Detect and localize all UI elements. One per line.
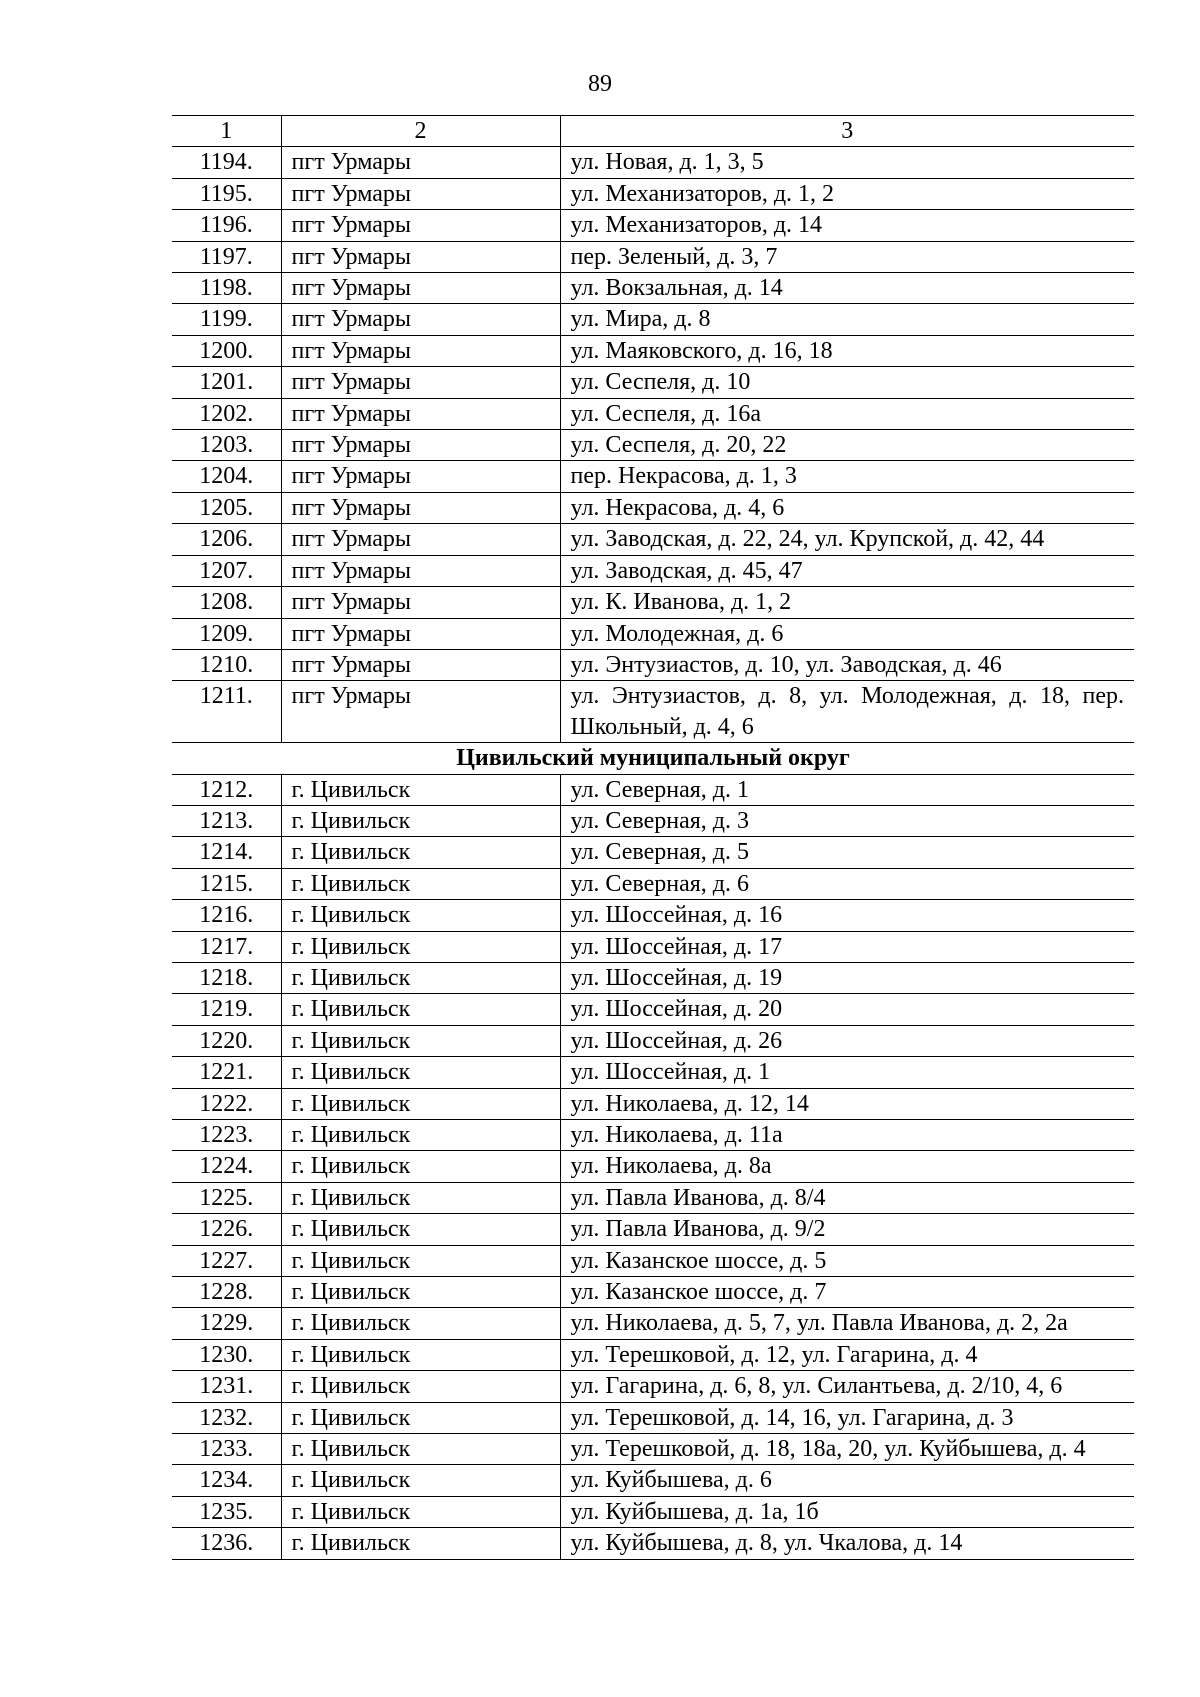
locality-cell: г. Цивильск <box>281 1496 560 1527</box>
table-row <box>172 1339 1134 1370</box>
locality-cell: пгт Урмары <box>281 304 560 335</box>
header-col-3: 3 <box>560 116 1134 147</box>
row-number-cell: 1200. <box>172 335 281 366</box>
address-cell: ул. Мира, д. 8 <box>560 304 1134 335</box>
address-cell: ул. Шоссейная, д. 26 <box>560 1025 1134 1056</box>
table-row <box>172 555 1134 586</box>
row-number-cell: 1224. <box>172 1151 281 1182</box>
address-cell: ул. Терешковой, д. 14, 16, ул. Гагарина, д. 3 <box>560 1402 1134 1433</box>
locality-cell: г. Цивильск <box>281 900 560 931</box>
row-number-cell: 1234. <box>172 1465 281 1496</box>
row-number-cell: 1227. <box>172 1245 281 1276</box>
header-col-1: 1 <box>172 116 281 147</box>
locality-cell: г. Цивильск <box>281 868 560 899</box>
locality-cell: г. Цивильск <box>281 1151 560 1182</box>
table-row <box>172 1434 1134 1465</box>
row-number-cell: 1220. <box>172 1025 281 1056</box>
locality-cell: г. Цивильск <box>281 837 560 868</box>
address-cell: ул. Гагарина, д. 6, 8, ул. Силантьева, д. 2/10, 4, 6 <box>560 1371 1134 1402</box>
table-row <box>172 273 1134 304</box>
row-number-cell: 1235. <box>172 1496 281 1527</box>
row-number-cell: 1211. <box>172 681 281 743</box>
address-cell: ул. Николаева, д. 5, 7, ул. Павла Иванова, д. 2, 2а <box>560 1308 1134 1339</box>
row-number-cell: 1236. <box>172 1528 281 1559</box>
table-row <box>172 868 1134 899</box>
locality-cell: пгт Урмары <box>281 430 560 461</box>
locality-cell: пгт Урмары <box>281 367 560 398</box>
section-title: Цивильский муниципальный округ <box>172 743 1134 774</box>
table-row <box>172 1088 1134 1119</box>
address-cell: ул. Терешковой, д. 18, 18а, 20, ул. Куйбышева, д. 4 <box>560 1434 1134 1465</box>
address-cell: ул. Павла Иванова, д. 9/2 <box>560 1214 1134 1245</box>
table-header <box>172 116 1134 147</box>
page-number: 89 <box>588 71 612 97</box>
locality-cell: г. Цивильск <box>281 1057 560 1088</box>
table-row <box>172 1214 1134 1245</box>
locality-cell: г. Цивильск <box>281 1434 560 1465</box>
row-number-cell: 1221. <box>172 1057 281 1088</box>
locality-cell: пгт Урмары <box>281 210 560 241</box>
locality-cell: пгт Урмары <box>281 461 560 492</box>
header-row <box>172 116 1134 147</box>
table-row <box>172 147 1134 178</box>
row-number-cell: 1214. <box>172 837 281 868</box>
table-row <box>172 178 1134 209</box>
row-number-cell: 1201. <box>172 367 281 398</box>
address-cell: ул. Николаева, д. 8а <box>560 1151 1134 1182</box>
locality-cell: г. Цивильск <box>281 1465 560 1496</box>
locality-cell: пгт Урмары <box>281 649 560 680</box>
row-number-cell: 1195. <box>172 178 281 209</box>
row-number-cell: 1222. <box>172 1088 281 1119</box>
address-cell: ул. Механизаторов, д. 1, 2 <box>560 178 1134 209</box>
table-row <box>172 649 1134 680</box>
row-number-cell: 1219. <box>172 994 281 1025</box>
locality-cell: пгт Урмары <box>281 273 560 304</box>
section-row <box>172 743 1134 774</box>
header-col-2: 2 <box>281 116 560 147</box>
locality-cell: г. Цивильск <box>281 1088 560 1119</box>
locality-cell: г. Цивильск <box>281 1182 560 1213</box>
address-cell: ул. Сеспеля, д. 20, 22 <box>560 430 1134 461</box>
address-cell: пер. Зеленый, д. 3, 7 <box>560 241 1134 272</box>
locality-cell: г. Цивильск <box>281 994 560 1025</box>
table-row <box>172 335 1134 366</box>
address-cell: ул. Молодежная, д. 6 <box>560 618 1134 649</box>
address-cell: ул. Некрасова, д. 4, 6 <box>560 492 1134 523</box>
table-row <box>172 492 1134 523</box>
locality-cell: г. Цивильск <box>281 1025 560 1056</box>
table-row <box>172 931 1134 962</box>
locality-cell: г. Цивильск <box>281 1402 560 1433</box>
locality-cell: г. Цивильск <box>281 1339 560 1370</box>
locality-cell: г. Цивильск <box>281 1371 560 1402</box>
table-row <box>172 962 1134 993</box>
locality-cell: г. Цивильск <box>281 1120 560 1151</box>
row-number-cell: 1198. <box>172 273 281 304</box>
address-cell: ул. Куйбышева, д. 1а, 1б <box>560 1496 1134 1527</box>
table-row <box>172 1245 1134 1276</box>
table-row <box>172 524 1134 555</box>
row-number-cell: 1215. <box>172 868 281 899</box>
table-row <box>172 681 1134 743</box>
table-row <box>172 210 1134 241</box>
address-cell: ул. Северная, д. 5 <box>560 837 1134 868</box>
address-cell: ул. Шоссейная, д. 1 <box>560 1057 1134 1088</box>
table-row <box>172 587 1134 618</box>
row-number-cell: 1209. <box>172 618 281 649</box>
table-row <box>172 1465 1134 1496</box>
row-number-cell: 1208. <box>172 587 281 618</box>
locality-cell: пгт Урмары <box>281 147 560 178</box>
table-row <box>172 1277 1134 1308</box>
row-number-cell: 1205. <box>172 492 281 523</box>
row-number-cell: 1225. <box>172 1182 281 1213</box>
row-number-cell: 1217. <box>172 931 281 962</box>
row-number-cell: 1223. <box>172 1120 281 1151</box>
row-number-cell: 1218. <box>172 962 281 993</box>
table-row <box>172 367 1134 398</box>
table-row <box>172 1528 1134 1559</box>
address-cell: ул. Сеспеля, д. 10 <box>560 367 1134 398</box>
row-number-cell: 1231. <box>172 1371 281 1402</box>
row-number-cell: 1229. <box>172 1308 281 1339</box>
address-cell: ул. Северная, д. 6 <box>560 868 1134 899</box>
row-number-cell: 1197. <box>172 241 281 272</box>
locality-cell: пгт Урмары <box>281 555 560 586</box>
row-number-cell: 1216. <box>172 900 281 931</box>
address-cell: ул. Энтузиастов, д. 8, ул. Молодежная, д. 18, пер. Школьный, д. 4, 6 <box>560 681 1134 743</box>
address-cell: ул. Николаева, д. 11а <box>560 1120 1134 1151</box>
address-cell: ул. Сеспеля, д. 16а <box>560 398 1134 429</box>
table-row <box>172 430 1134 461</box>
address-cell: ул. Заводская, д. 22, 24, ул. Крупской, д. 42, 44 <box>560 524 1134 555</box>
address-cell: ул. Шоссейная, д. 20 <box>560 994 1134 1025</box>
locality-cell: г. Цивильск <box>281 1245 560 1276</box>
table-row <box>172 1057 1134 1088</box>
table-row <box>172 805 1134 836</box>
locality-cell: пгт Урмары <box>281 241 560 272</box>
row-number-cell: 1228. <box>172 1277 281 1308</box>
address-cell: ул. Куйбышева, д. 6 <box>560 1465 1134 1496</box>
locality-cell: г. Цивильск <box>281 1528 560 1559</box>
row-number-cell: 1207. <box>172 555 281 586</box>
table-row <box>172 1308 1134 1339</box>
locality-cell: г. Цивильск <box>281 1214 560 1245</box>
row-number-cell: 1210. <box>172 649 281 680</box>
row-number-cell: 1199. <box>172 304 281 335</box>
address-cell: ул. Заводская, д. 45, 47 <box>560 555 1134 586</box>
table-body <box>172 147 1134 1559</box>
locality-cell: г. Цивильск <box>281 805 560 836</box>
table-row <box>172 900 1134 931</box>
table-row <box>172 618 1134 649</box>
row-number-cell: 1202. <box>172 398 281 429</box>
address-cell: ул. Новая, д. 1, 3, 5 <box>560 147 1134 178</box>
locality-cell: г. Цивильск <box>281 931 560 962</box>
address-cell: ул. Терешковой, д. 12, ул. Гагарина, д. 4 <box>560 1339 1134 1370</box>
locality-cell: пгт Урмары <box>281 398 560 429</box>
address-cell: ул. К. Иванова, д. 1, 2 <box>560 587 1134 618</box>
table-row <box>172 774 1134 805</box>
locality-cell: пгт Урмары <box>281 587 560 618</box>
table-row <box>172 398 1134 429</box>
row-number-cell: 1212. <box>172 774 281 805</box>
locality-cell: пгт Урмары <box>281 492 560 523</box>
table-row <box>172 1025 1134 1056</box>
address-cell: ул. Вокзальная, д. 14 <box>560 273 1134 304</box>
address-cell: ул. Энтузиастов, д. 10, ул. Заводская, д. 46 <box>560 649 1134 680</box>
table-row <box>172 1151 1134 1182</box>
table-row <box>172 241 1134 272</box>
table-row <box>172 304 1134 335</box>
address-cell: ул. Маяковского, д. 16, 18 <box>560 335 1134 366</box>
address-cell: ул. Шоссейная, д. 16 <box>560 900 1134 931</box>
address-table <box>172 115 1134 1560</box>
row-number-cell: 1203. <box>172 430 281 461</box>
address-cell: ул. Николаева, д. 12, 14 <box>560 1088 1134 1119</box>
locality-cell: пгт Урмары <box>281 335 560 366</box>
table-row <box>172 1402 1134 1433</box>
row-number-cell: 1206. <box>172 524 281 555</box>
table-row <box>172 1371 1134 1402</box>
row-number-cell: 1213. <box>172 805 281 836</box>
table-row <box>172 837 1134 868</box>
row-number-cell: 1230. <box>172 1339 281 1370</box>
table-row <box>172 461 1134 492</box>
address-cell: ул. Казанское шоссе, д. 7 <box>560 1277 1134 1308</box>
locality-cell: пгт Урмары <box>281 618 560 649</box>
table-row <box>172 994 1134 1025</box>
locality-cell: пгт Урмары <box>281 681 560 743</box>
locality-cell: пгт Урмары <box>281 178 560 209</box>
row-number-cell: 1233. <box>172 1434 281 1465</box>
table-row <box>172 1496 1134 1527</box>
address-cell: ул. Казанское шоссе, д. 5 <box>560 1245 1134 1276</box>
address-cell: ул. Механизаторов, д. 14 <box>560 210 1134 241</box>
address-cell: пер. Некрасова, д. 1, 3 <box>560 461 1134 492</box>
address-cell: ул. Шоссейная, д. 17 <box>560 931 1134 962</box>
locality-cell: г. Цивильск <box>281 962 560 993</box>
row-number-cell: 1204. <box>172 461 281 492</box>
locality-cell: г. Цивильск <box>281 1277 560 1308</box>
locality-cell: г. Цивильск <box>281 1308 560 1339</box>
address-cell: ул. Северная, д. 3 <box>560 805 1134 836</box>
row-number-cell: 1194. <box>172 147 281 178</box>
table-row <box>172 1120 1134 1151</box>
row-number-cell: 1232. <box>172 1402 281 1433</box>
row-number-cell: 1226. <box>172 1214 281 1245</box>
address-cell: ул. Павла Иванова, д. 8/4 <box>560 1182 1134 1213</box>
address-cell: ул. Куйбышева, д. 8, ул. Чкалова, д. 14 <box>560 1528 1134 1559</box>
table-row <box>172 1182 1134 1213</box>
locality-cell: пгт Урмары <box>281 524 560 555</box>
address-cell: ул. Шоссейная, д. 19 <box>560 962 1134 993</box>
locality-cell: г. Цивильск <box>281 774 560 805</box>
address-cell: ул. Северная, д. 1 <box>560 774 1134 805</box>
row-number-cell: 1196. <box>172 210 281 241</box>
